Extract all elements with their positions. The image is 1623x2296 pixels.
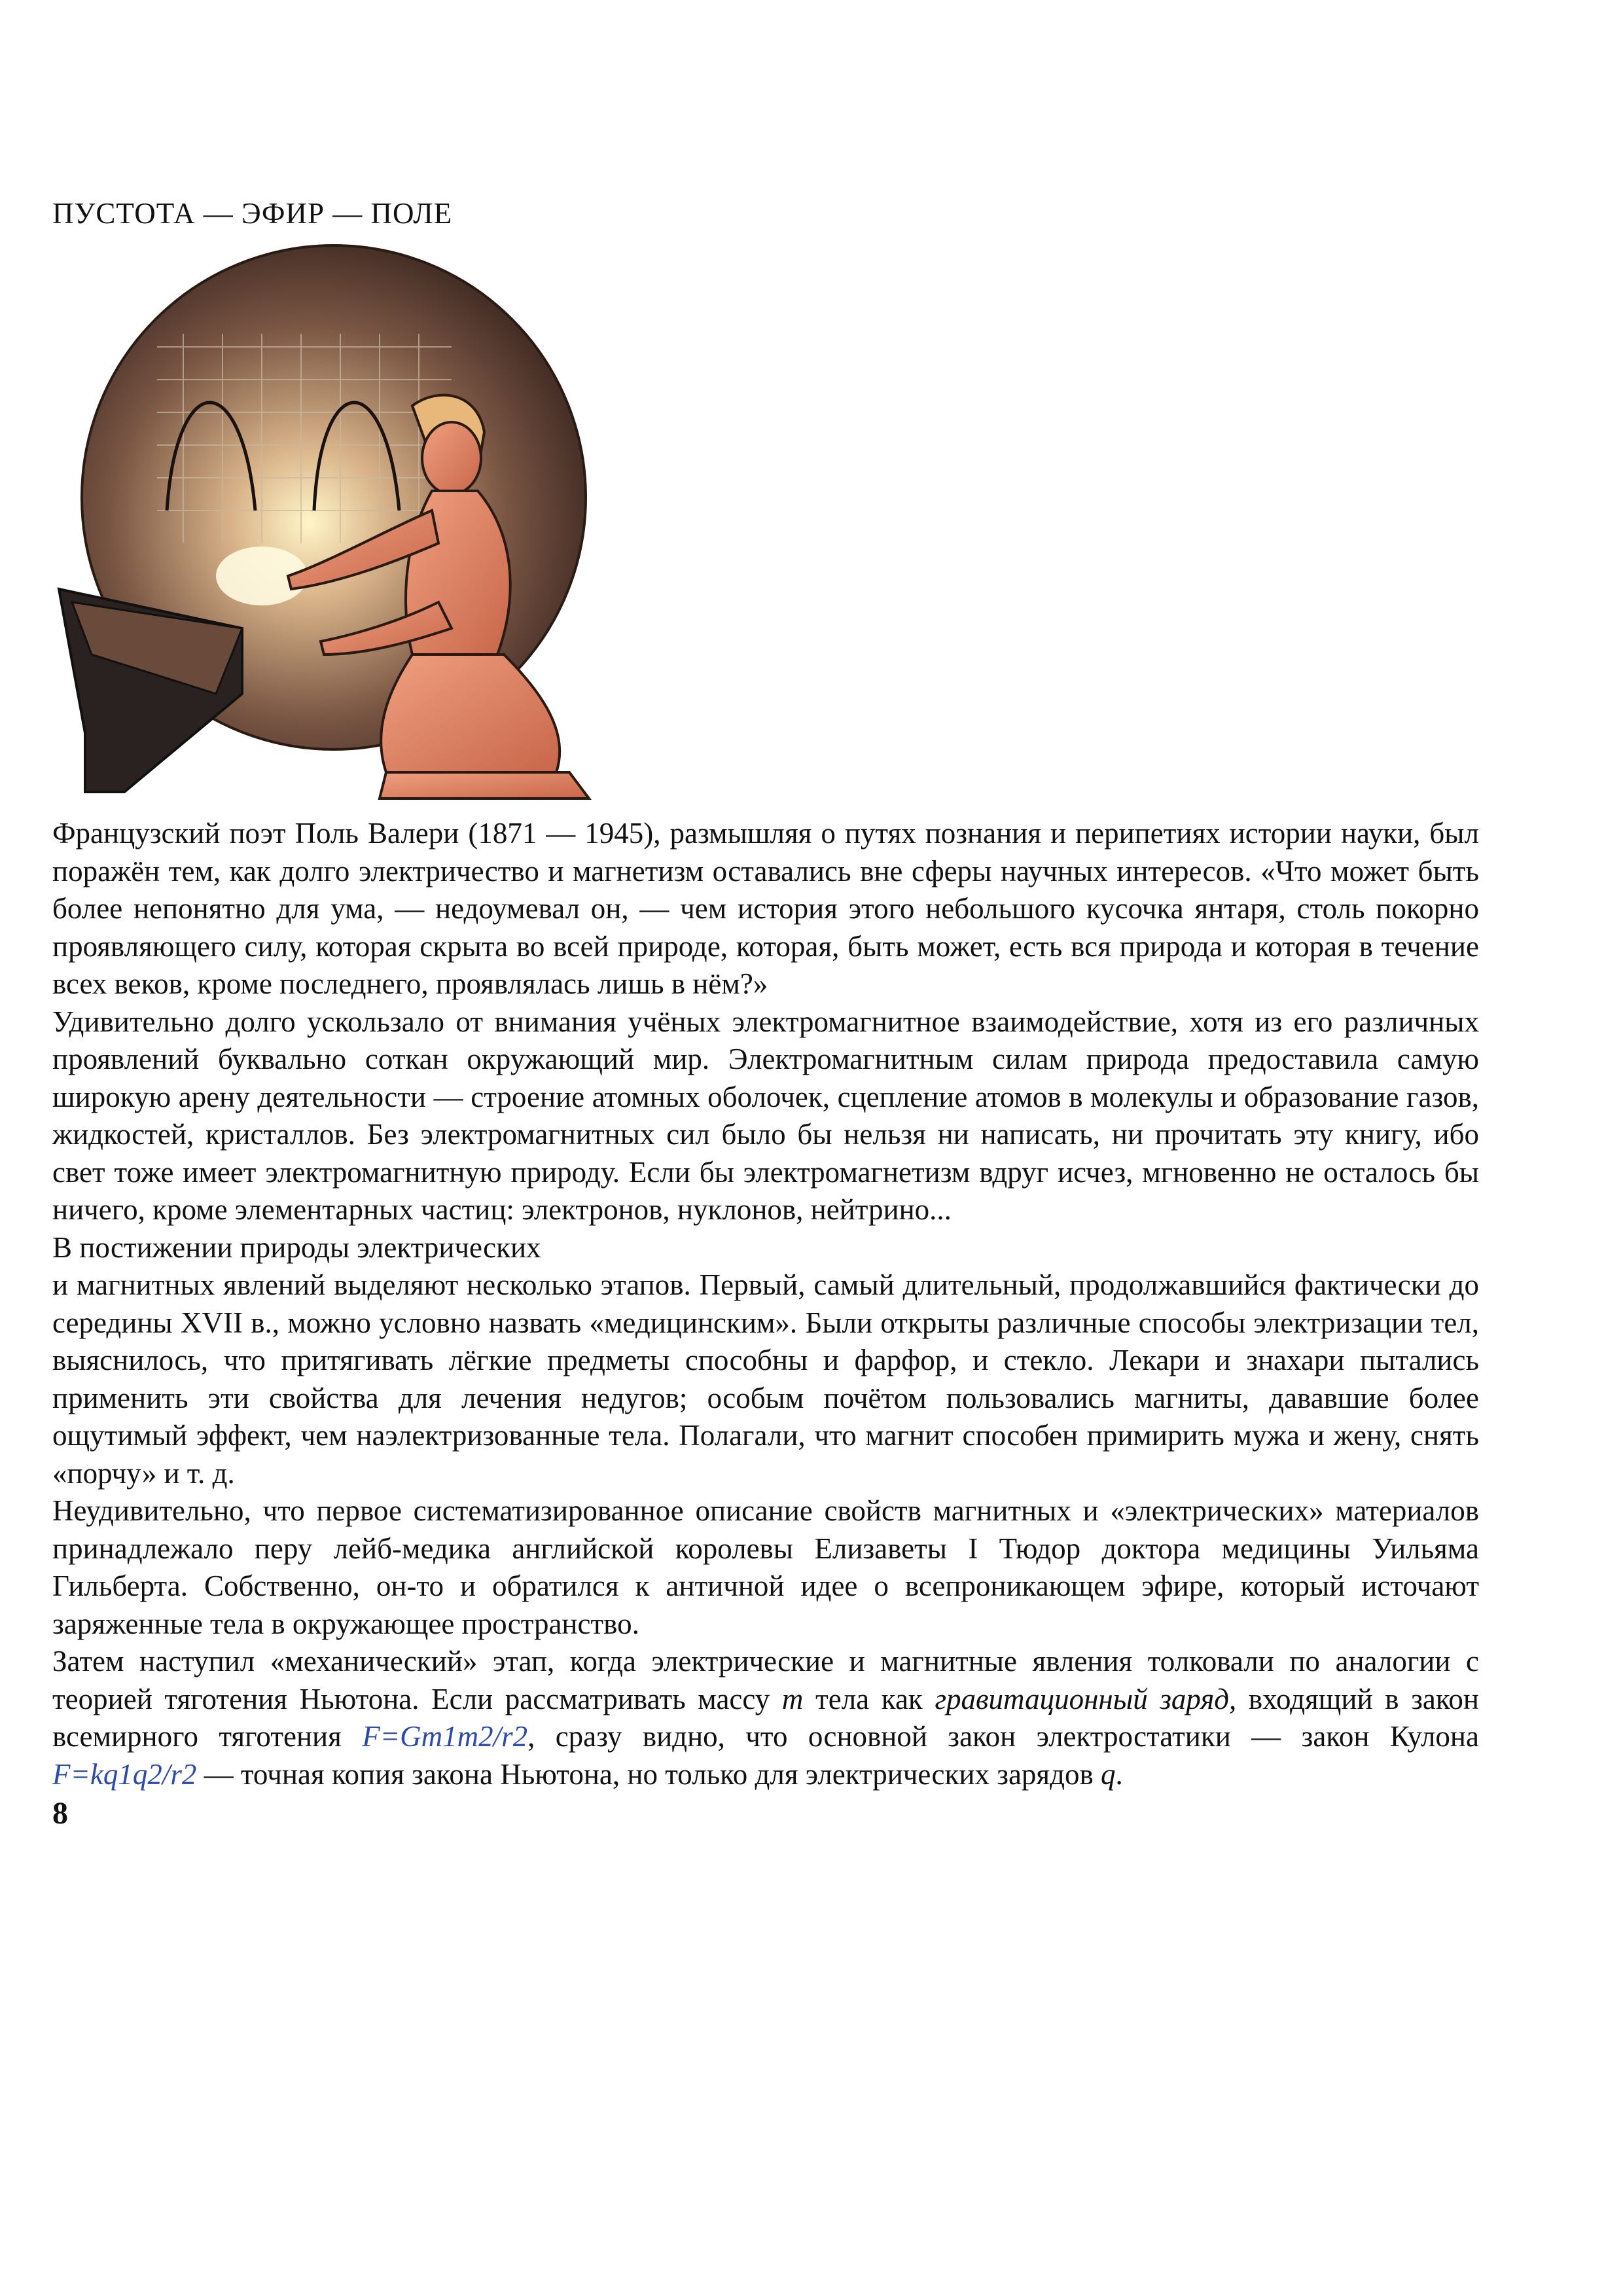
text-run: входящий в закон всемирного тяготения — [52, 1682, 1480, 1753]
paragraph — [52, 1643, 1479, 1793]
text-run: , сразу видно, что основной закон электростатики — закон Кулона — [527, 1720, 1479, 1753]
text-run: Затем наступил «механический» этап, когда электрические и магнитные явления толковали по аналогии с теорией тяготения Ньютона. Если рассматривать массу — [52, 1645, 1479, 1715]
formula-gravity: F=Gm1m2/r2 — [362, 1720, 528, 1753]
text-run: тела как — [803, 1682, 935, 1715]
text-run: . — [1115, 1757, 1123, 1791]
paragraph: Удивительно долго ускользало от внимания учёных электромагнитное взаимодействие, хотя из его различных проявлений буквально соткан окружающий мир. Электромагнитным силам природа предоставила самую широкую арену деятельности — строение атомных оболочек, сцепление атомов в молекулы и образование газов, жидкостей, кристаллов. Без электромагнитных сил было бы нельзя ни написать, ни прочитать эту книгу, ибо свет тоже имеет электромагнитную природу. Если бы электромагнетизм вдруг исчез, мгновенно не осталось бы ничего, кроме элементарных частиц: электронов, нуклонов, нейтрино... — [52, 1005, 1479, 1226]
paragraph: и магнитных явлений выделяют несколько этапов. Первый, самый длительный, продолжавшийся фактически до середины XVII в., можно условно назвать «медицинским». Были открыты различные способы электризации тел, выяснилось, что притягивать лёгкие предметы способны и фарфор, и стекло. Лекари и знахари пытались применить эти свойства для лечения недугов; особым почётом пользовались магниты, дававшие более ощутимый эффект, чем наэлектризованные тела. Полагали, что магнит способен примирить мужа и жену, снять «порчу» и т. д. — [52, 1268, 1479, 1490]
page-number: 8 — [52, 1796, 68, 1831]
paragraph: Неудивительно, что первое систематизированное описание свойств магнитных и «электрических» материалов принадлежало перу лейб-медика английской королевы Елизаветы I Тюдор доктора медицины Уильяма Гильберта. Собственно, он-то и обратился к античной идее о всепроникающем эфире, который источают заряженные тела в окружающее пространство. — [52, 1494, 1479, 1640]
text-run: — точная копия закона Ньютона, но только для электрических зарядов — [196, 1757, 1101, 1791]
page-heading: ПУСТОТА — ЭФИР — ПОЛЕ — [52, 197, 453, 230]
kneeling-figure-globe-illustration — [46, 236, 609, 812]
formula-coulomb: F=kq1q2/r2 — [52, 1757, 197, 1791]
mass-symbol: m — [781, 1682, 804, 1715]
paragraph-line: В постижении природы электрических — [52, 1230, 541, 1264]
emphasis: гравитационный заряд, — [935, 1682, 1237, 1715]
paragraph: Французский поэт Поль Валери (1871 — 1945), размышляя о путях познания и перипетиях истории науки, был поражён тем, как долго электричество и магнетизм оставались вне сферы научных интересов. «Что может быть более непонятно для ума, — недоумевал он, — чем история этого небольшого кусочка янтаря, столь покорно проявляющего силу, которая скрыта во всей природе, которая, быть может, есть вся природа и которая в течение всех веков, кроме последнего, проявлялась лишь в нём?» — [52, 817, 1479, 1000]
body-text — [52, 815, 1479, 1833]
charge-symbol: q — [1101, 1757, 1116, 1791]
